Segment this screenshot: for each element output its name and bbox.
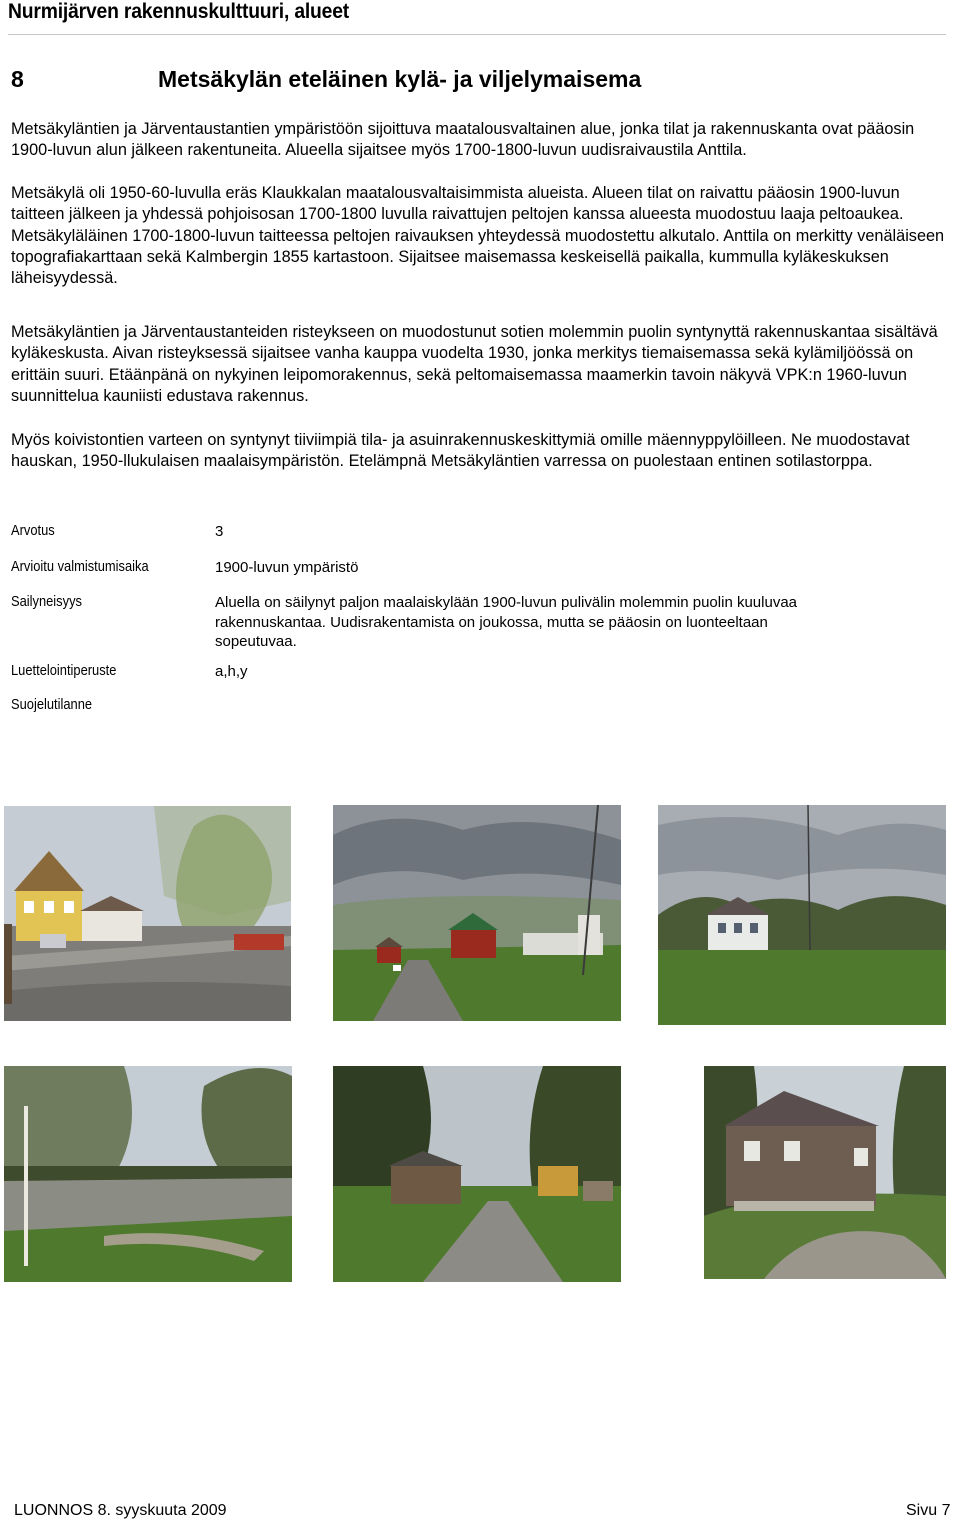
- arvotus-value: 3: [215, 523, 224, 540]
- footer-page-number: Sivu 7: [906, 1502, 951, 1519]
- photo-log-house-rocky-knoll: [704, 1066, 946, 1279]
- sailyneisyys-label: Sailyneisyys: [11, 593, 82, 610]
- photo-white-house-field: [658, 805, 946, 1025]
- paragraph-3: Metsäkyläntien ja Järventaustanteiden risteykseen on muodostunut sotien molemmin puolin syntynyttä rakennuskantaa sisältävä kyläkeskusta. Aivan risteyksessä sijaitsee vanha kauppa vuodelta 1930, jonka merkitys tiemaisemassa sekä kylämiljöössä on erittäin suuri. Etäänpänä on nykyinen leipomorakennus, sekä peltomaisemassa maamerkin tavoin näkyvä VPK:n 1960-luvun suunnittelua kauniisti edustava rakennus.: [11, 323, 938, 405]
- photo-yellow-house-crossroads: [4, 806, 291, 1021]
- paragraph-1: Metsäkyläntien ja Järventaustantien ympäristöön sijoittuva maatalousvaltainen alue, jonka tilat ja rakennuskanta ovat pääosin 1900-luvun alun jälkeen rakentuneita. Alueella sijaitsee myös 1700-1800-luvun uudisraivaustila Anttila.: [11, 120, 915, 160]
- valmistumisaika-label: Arvioitu valmistumisaika: [11, 558, 149, 575]
- suojelutilanne-label: Suojelutilanne: [11, 696, 93, 713]
- arvotus-label: Arvotus: [11, 522, 55, 539]
- footer-draft-date: LUONNOS 8. syyskuuta 2009: [14, 1502, 227, 1519]
- valmistumisaika-value: 1900-luvun ympäristö: [215, 559, 359, 576]
- section-title: Metsäkylän eteläinen kylä- ja viljelymaisema: [158, 66, 642, 92]
- sailyneisyys-value: Aluella on säilynyt paljon maalaiskylään 1900-luvun pulivälin molemmin puolin kuuluvaa rakennuskantaa. Uudisrakentamista on joukossa, mutta se pääosin on luonteeltaan sopeutuvaa.: [215, 594, 797, 650]
- luettelointiperuste-label: Luettelointiperuste: [11, 662, 117, 679]
- paragraph-4: Myös koivistontien varteen on syntynyt tiiviimpiä tila- ja asuinrakennuskeskittymiä omille mäennyppylöilleen. Ne muodostavat hauskan, 1950-llukulaisen maalaisympäristön. Etelämpnä Metsäkyläntien varressa on puolestaan entinen sotilastorppa.: [11, 431, 910, 471]
- photo-gravel-road-wooden-buildings: [333, 1066, 621, 1282]
- header-divider: [8, 34, 946, 35]
- photo-road-red-barns: [333, 805, 621, 1021]
- paragraph-2: Metsäkylä oli 1950-60-luvulla eräs Klaukkalan maatalousvaltaisimmista alueista. Alueen tilat on raivattu pääosin 1900-luvun taitteen jälkeen ja yhdessä pohjoisosan 1700-1800 luvulla raivattujen peltojen kanssa alueesta muodostuu laaja peltoaukea. Metsäkyläläinen 1700-1800-luvun taitteessa peltojen raivauksen yhteydessä muodostettu alkutalo. Anttila on merkitty venäläiseen topografiakarttaan sekä Kalmbergin 1855 kartastoon. Sijaitsee maisemassa keskeisellä paikalla, kummulla kyläkeskuksen läheisyydessä.: [11, 184, 945, 288]
- photo-field-road-birch: [4, 1066, 292, 1282]
- document-title: Nurmijärven rakennuskulttuuri, alueet: [8, 0, 350, 23]
- section-number: 8: [11, 66, 24, 92]
- document-header: [8, 0, 946, 24]
- luettelointiperuste-value: a,h,y: [215, 663, 248, 680]
